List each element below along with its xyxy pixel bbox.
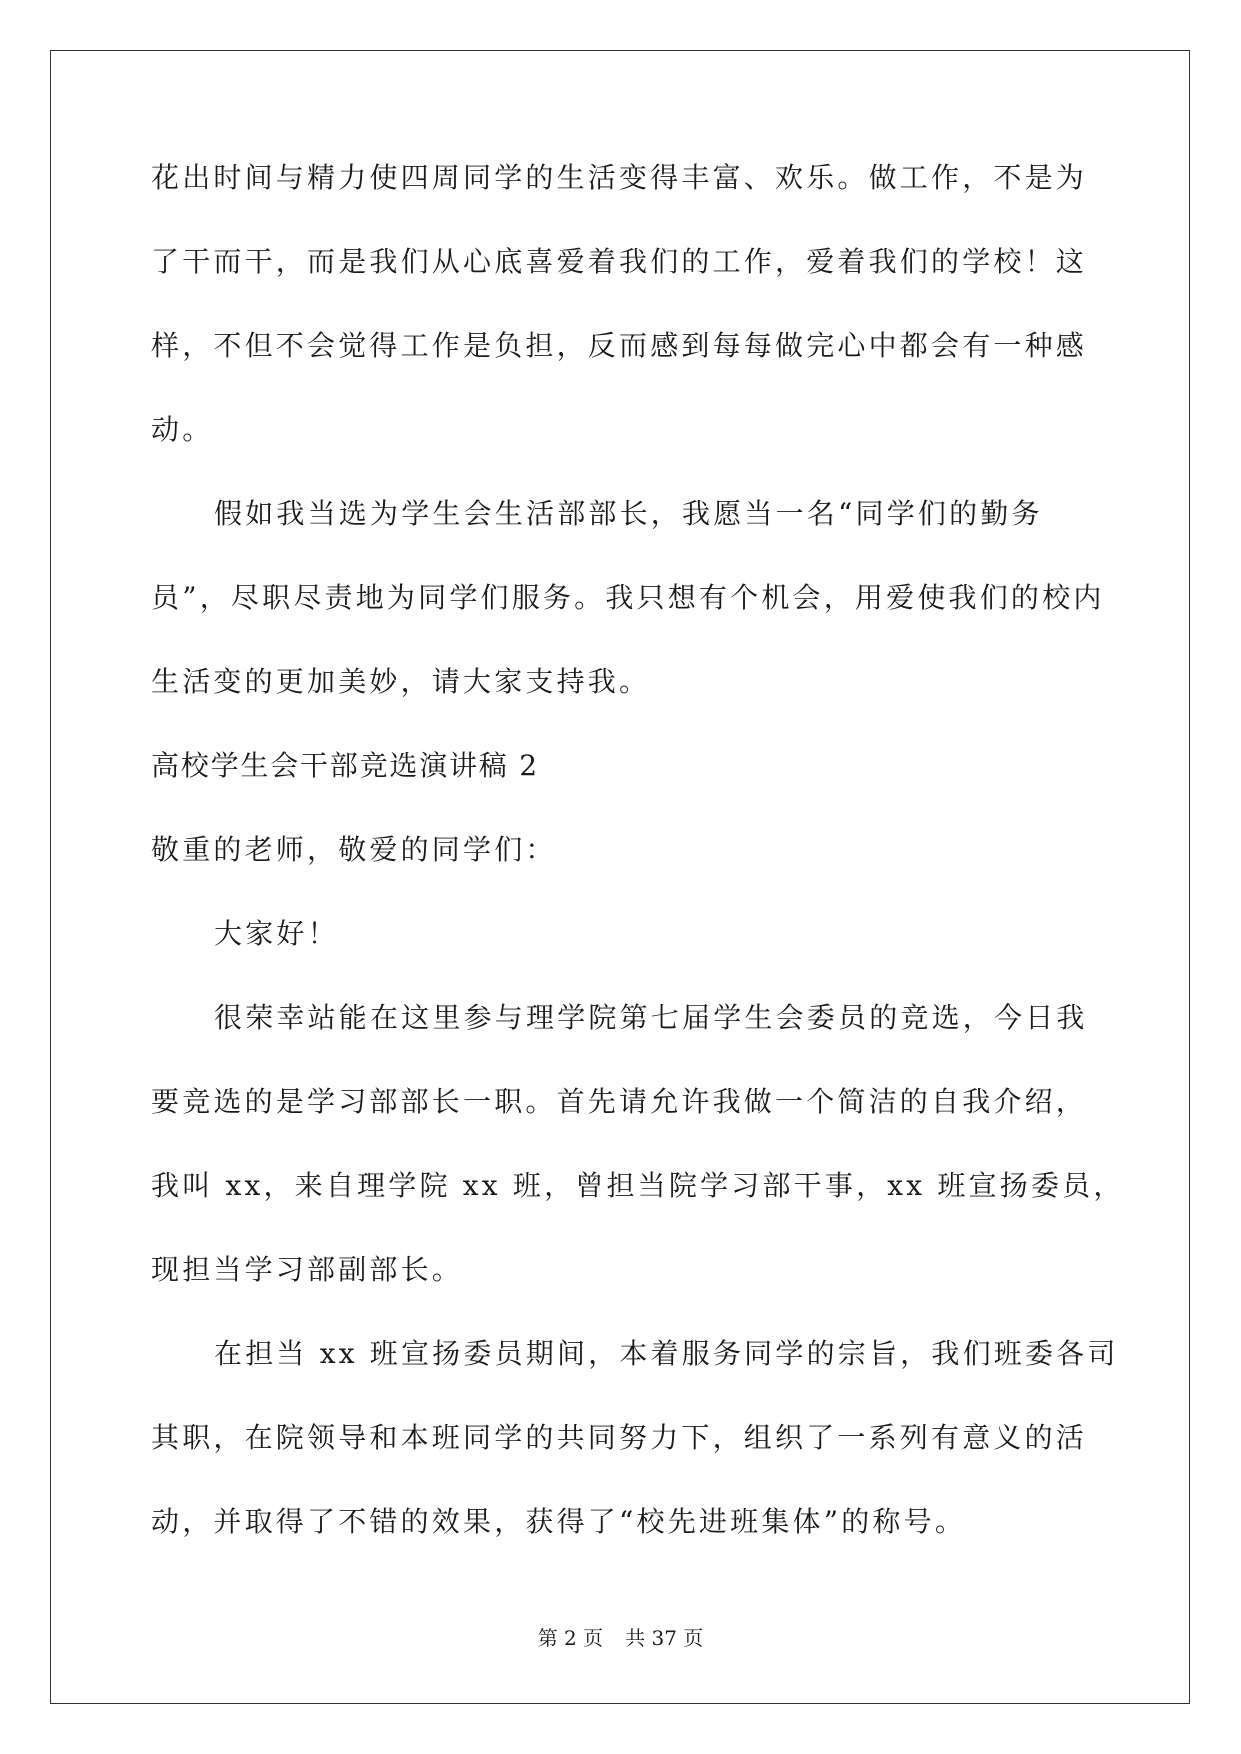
body-line-5: 假如我当选为学生会生活部部长，我愿当一名“同学们的勤务	[214, 497, 1043, 530]
body-line-12: 要竞选的是学习部部长一职。首先请允许我做一个简洁的自我介绍，	[151, 1085, 1088, 1118]
page-number: 第 2 页	[537, 1626, 604, 1650]
page-footer	[0, 1624, 1241, 1652]
body-line-6: 员”，尽职尽责地为同学们服务。我只想有个机会，用爱使我们的校内	[151, 581, 1105, 614]
body-line-4: 动。	[151, 413, 214, 446]
body-line-2: 了干而干，而是我们从心底喜爱着我们的工作，爱着我们的学校！这	[151, 245, 1088, 278]
body-line-13: 我叫 xx，来自理学院 xx 班，曾担当院学习部干事，xx 班宣扬委员，	[151, 1169, 1125, 1202]
body-line-15: 在担当 xx 班宣扬委员期间，本着服务同学的宗旨，我们班委各司	[214, 1337, 1119, 1370]
body-line-1: 花出时间与精力使四周同学的生活变得丰富、欢乐。做工作，不是为	[151, 161, 1088, 194]
document-body	[151, 158, 1125, 1586]
salutation: 敬重的老师，敬爱的同学们：	[151, 833, 557, 866]
greeting: 大家好！	[214, 917, 339, 950]
body-line-16: 其职，在院领导和本班同学的共同努力下，组织了一系列有意义的活	[151, 1421, 1088, 1454]
body-line-14: 现担当学习部副部长。	[151, 1253, 464, 1286]
body-line-11: 很荣幸站能在这里参与理学院第七届学生会委员的竞选，今日我	[214, 1001, 1088, 1034]
body-line-7: 生活变的更加美妙，请大家支持我。	[151, 665, 651, 698]
section-heading: 高校学生会干部竞选演讲稿 2	[151, 749, 539, 782]
body-line-3: 样，不但不会觉得工作是负担，反而感到每每做完心中都会有一种感	[151, 329, 1088, 362]
body-line-17: 动，并取得了不错的效果，获得了“校先进班集体”的称号。	[151, 1505, 967, 1538]
page-total: 共 37 页	[625, 1626, 704, 1650]
